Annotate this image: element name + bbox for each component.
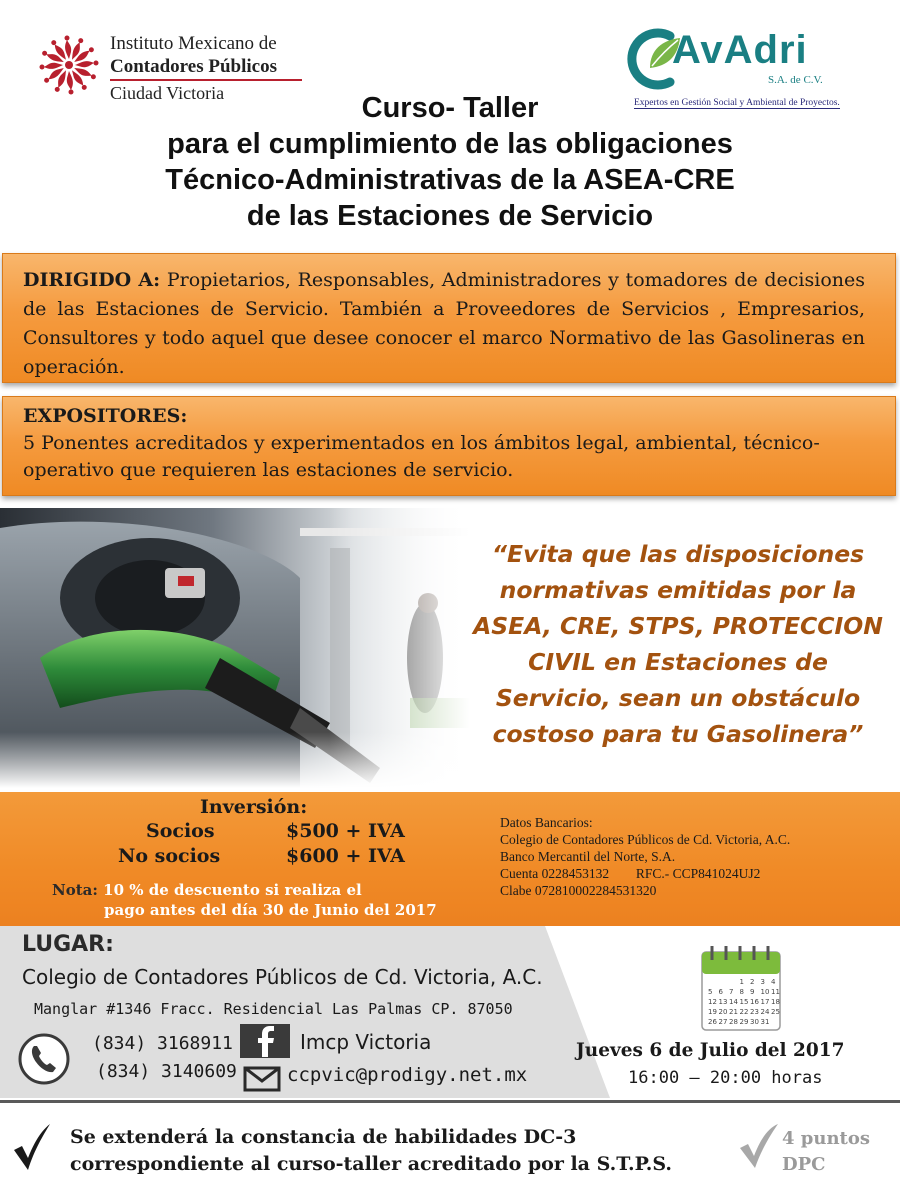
calendar-day: 4 <box>771 978 776 986</box>
calendar-icon <box>700 940 782 1032</box>
dc3-line2: correspondiente al curso-taller acreditado por la S.T.P.S. <box>70 1153 672 1175</box>
nota-block <box>52 880 437 920</box>
calendar-day: 3 <box>760 978 765 986</box>
expositores-label: EXPOSITORES: <box>23 405 188 427</box>
dc3-text <box>70 1124 672 1178</box>
facebook-icon <box>240 1024 290 1058</box>
lugar-title: LUGAR: <box>22 932 114 957</box>
calendar-day: 18 <box>771 998 780 1006</box>
imcp-line1: Instituto Mexicano de <box>110 33 277 54</box>
email-address[interactable]: ccpvic@prodigy.net.mx <box>287 1064 528 1086</box>
price-label-no-socios: No socios <box>118 845 221 867</box>
calendar-day: 7 <box>729 988 734 996</box>
nota-label: Nota: <box>52 881 98 899</box>
dpc-points: 4 puntos <box>782 1128 871 1149</box>
calendar-day: 27 <box>718 1018 728 1026</box>
title-line-3: Técnico-Administrativas de la ASEA-CRE <box>165 164 735 196</box>
inversion-title: Inversión: <box>200 796 308 818</box>
phone-number-1[interactable]: (834) 3168911 <box>92 1033 233 1054</box>
dpc-text <box>782 1126 870 1178</box>
phone-icon <box>18 1033 70 1085</box>
calendar-day: 1 <box>739 978 744 986</box>
checkmark-icon <box>12 1122 52 1172</box>
calendar-day: 29 <box>739 1018 749 1026</box>
cavadri-name: AvAdri <box>672 28 808 72</box>
expositores-box <box>2 396 896 496</box>
email-icon <box>243 1066 281 1092</box>
lugar-name: Colegio de Contadores Públicos de Cd. Victoria, A.C. <box>22 965 543 989</box>
calendar-day: 5 <box>708 988 713 996</box>
calendar-day: 24 <box>760 1008 770 1016</box>
bank-title: Datos Bancarios: <box>500 815 593 830</box>
phone-number-2[interactable]: (834) 3140609 <box>96 1061 237 1082</box>
imcp-line3: Ciudad Victoria <box>110 83 225 103</box>
cavadri-suffix: S.A. de C.V. <box>768 74 823 86</box>
cavadri-tagline: Expertos en Gestión Social y Ambiental de Proyectos. <box>634 98 840 108</box>
dpc-checkmark-icon <box>738 1122 780 1170</box>
calendar-day: 23 <box>750 1008 759 1016</box>
calendar-day: 26 <box>708 1018 717 1026</box>
calendar-day: 16 <box>750 998 759 1006</box>
calendar-day: 20 <box>718 1008 728 1016</box>
calendar-day: 2 <box>750 978 755 986</box>
calendar-day: 30 <box>750 1018 759 1026</box>
bank-rfc: RFC.- CCP841024UJ2 <box>635 866 761 881</box>
bank-account: Cuenta 0228453132 <box>500 866 610 881</box>
title-line-1: Curso- Taller <box>361 92 539 124</box>
bank-holder: Colegio de Contadores Públicos de Cd. Victoria, A.C. <box>500 832 791 847</box>
event-hours: 16:00 – 20:00 horas <box>628 1068 823 1088</box>
page-title <box>0 90 900 234</box>
calendar-day: 31 <box>760 1018 770 1026</box>
dc3-line1: Se extenderá la constancia de habilidades DC-3 <box>70 1126 577 1148</box>
calendar-day: 14 <box>729 998 738 1006</box>
calendar-day: 15 <box>739 998 749 1006</box>
calendar-day: 22 <box>739 1008 749 1016</box>
lugar-address: Manglar #1346 Fracc. Residencial Las Palmas CP. 87050 <box>34 1000 513 1018</box>
calendar-day: 21 <box>729 1008 738 1016</box>
calendar-day: 17 <box>760 998 770 1006</box>
imcp-divider <box>110 79 302 81</box>
bank-details <box>500 814 790 899</box>
dpc-label: DPC <box>782 1154 826 1175</box>
calendar-day: 9 <box>750 988 755 996</box>
price-label-socios: Socios <box>146 820 215 842</box>
calendar-day: 10 <box>760 988 770 996</box>
fuel-pump-photo <box>0 508 470 788</box>
title-line-4: de las Estaciones de Servicio <box>246 200 654 232</box>
calendar-day: 6 <box>718 988 723 996</box>
quote-text: “Evita que las disposiciones normativas emitidas por la ASEA, CRE, STPS, PROTECCION CIVIL en Estaciones de Servicio, sean un obstáculo costoso para tu Gasolinera” <box>473 540 883 748</box>
calendar-day: 12 <box>708 998 717 1006</box>
dirigido-text: Propietarios, Responsables, Administradores y tomadores de decisiones de las Estaciones de Servicio. También a Proveedores de Servicios , Empresarios, Consultores y todo aquel que desee conocer el marco Normativo de las Gasolineras en operación. <box>23 269 865 378</box>
nota-line1: 10 % de descuento si realiza el <box>103 881 362 899</box>
calendar-day: 11 <box>771 988 780 996</box>
calendar-day: 8 <box>739 988 744 996</box>
expositores-text: 5 Ponentes acreditados y experimentados en los ámbitos legal, ambiental, técnico-operativo que requieren las estaciones de servicio. <box>23 432 820 481</box>
facebook-name[interactable]: Imcp Victoria <box>300 1030 432 1054</box>
price-value-socios: $500 + IVA <box>286 820 405 842</box>
dirigido-box <box>2 253 896 383</box>
event-date: Jueves 6 de Julio del 2017 <box>576 1040 845 1061</box>
imcp-line2: Contadores Públicos <box>110 56 277 77</box>
bank-clabe: Clabe 072810002284531320 <box>500 883 657 898</box>
calendar-day: 13 <box>718 998 728 1006</box>
footer-divider <box>0 1100 900 1103</box>
title-line-2: para el cumplimiento de las obligaciones <box>167 128 733 160</box>
calendar-day: 28 <box>729 1018 738 1026</box>
calendar-day: 25 <box>771 1008 780 1016</box>
imcp-logo-icon <box>36 32 102 98</box>
price-value-no-socios: $600 + IVA <box>286 845 405 867</box>
nota-line2: pago antes del día 30 de Junio del 2017 <box>104 901 437 919</box>
calendar-day: 19 <box>708 1008 717 1016</box>
bank-name: Banco Mercantil del Norte, S.A. <box>500 849 676 864</box>
dirigido-label: DIRIGIDO A: <box>23 269 161 291</box>
